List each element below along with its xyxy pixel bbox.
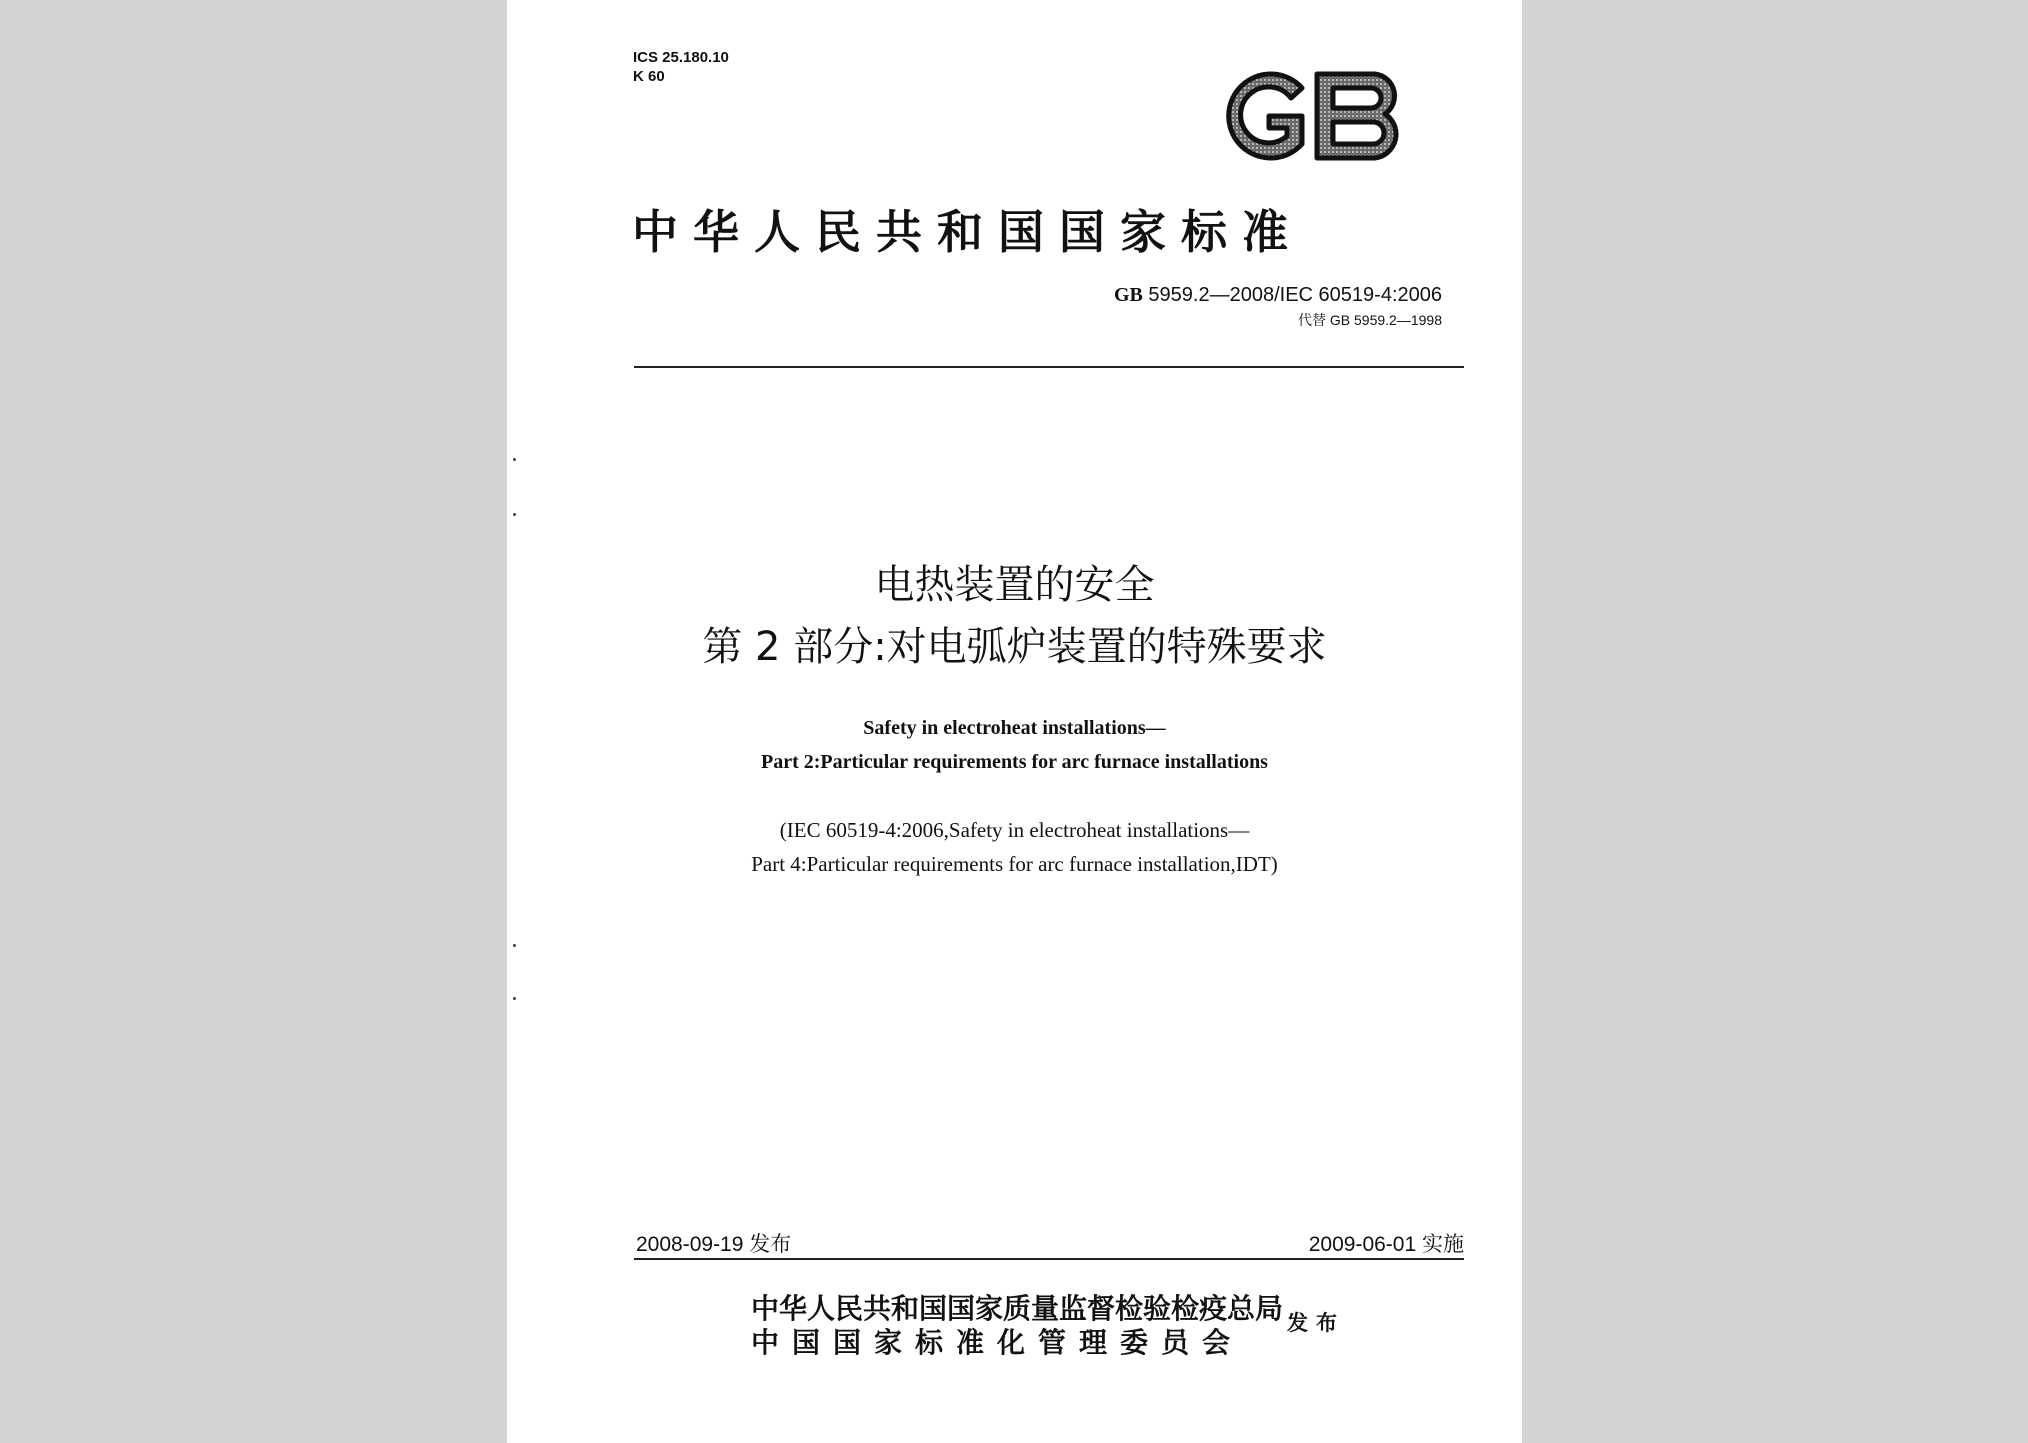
title-cn-line1: 电热装置的安全: [874, 562, 1155, 608]
implementation-date: 2009-06-01 实施: [1308, 1233, 1464, 1256]
gb-logo-icon: [1207, 66, 1417, 166]
title-cn-line2: 第 2 部分:对电弧炉装置的特殊要求: [702, 624, 1327, 670]
title-en-line1: Safety in electroheat installations—: [863, 717, 1166, 739]
national-standard-heading: 中华人民共和国国家标准: [632, 205, 1303, 259]
issuing-authorities: [751, 1292, 1283, 1360]
iec-equivalent-line1: (IEC 60519-4:2006,Safety in electroheat installations—: [779, 818, 1250, 842]
ics-code: ICS 25.180.10: [633, 49, 729, 66]
issuer-sac: 中国国家标准化管理委员会: [751, 1326, 1244, 1359]
margin-mark: [513, 997, 516, 1000]
issue-date: 2008-09-19 发布: [636, 1233, 792, 1256]
standard-number-prefix: GB: [1113, 284, 1143, 306]
title-en-line2: Part 2:Particular requirements for arc furnace installations: [761, 751, 1268, 773]
header-divider: [634, 366, 1464, 368]
iec-equivalent-line2: Part 4:Particular requirements for arc furnace installation,IDT): [751, 852, 1278, 876]
margin-mark: [513, 458, 516, 461]
document-page: [507, 0, 1522, 1443]
margin-mark: [513, 513, 516, 516]
replaces-standard: 代替 GB 5959.2—1998: [1298, 312, 1442, 328]
issuer-aqsiq: 中华人民共和国国家质量监督检验检疫总局: [751, 1292, 1284, 1325]
standard-number-value: 5959.2—2008/IEC 60519-4:2006: [1148, 284, 1442, 306]
publish-label: 发布: [1287, 1311, 1345, 1335]
footer-divider: [634, 1258, 1464, 1260]
standard-number: [1114, 284, 1442, 307]
margin-mark: [513, 944, 516, 947]
ccs-code: K 60: [633, 68, 665, 85]
classification-codes: [633, 48, 729, 86]
